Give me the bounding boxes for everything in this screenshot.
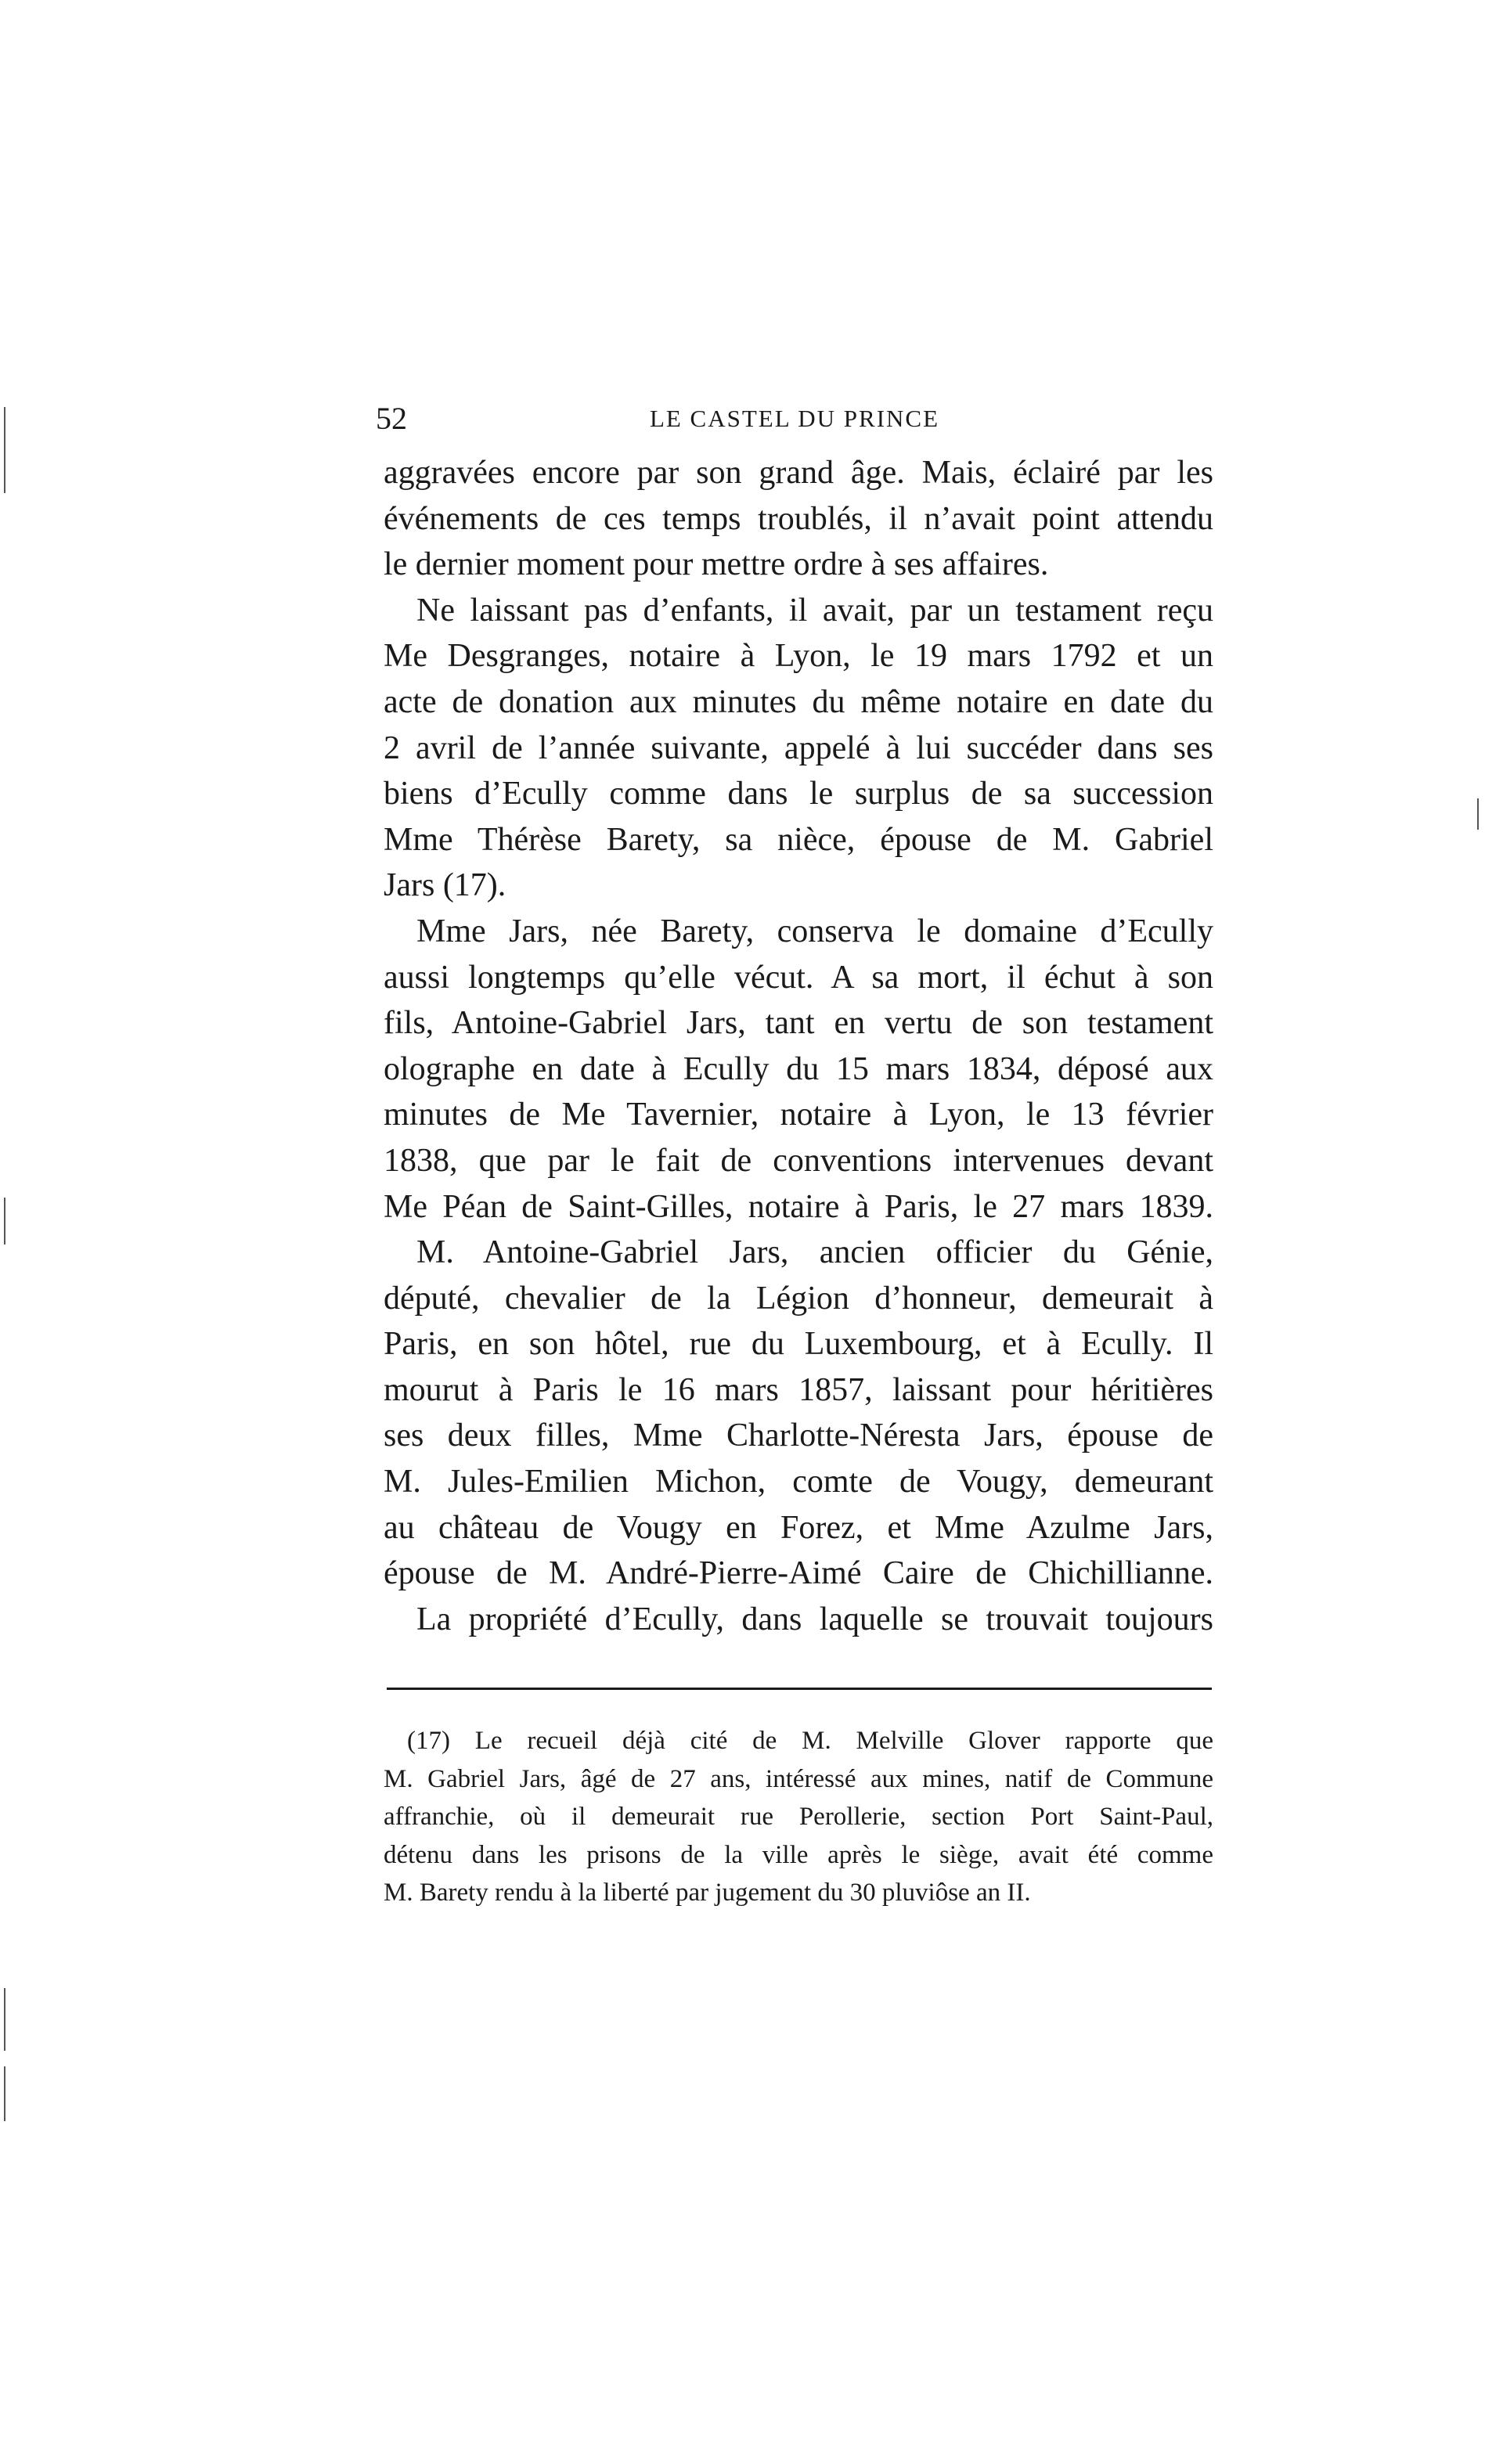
text-line: Jars (17).: [384, 867, 506, 904]
footnote-line: (17) Le recueil déjà cité de M. Melville Glover rapporte que: [407, 1727, 1213, 1755]
scan-mark: [4, 1988, 5, 2051]
text-line: M. Antoine-Gabriel Jars, ancien officier du Génie,: [416, 1234, 1213, 1271]
text-line: aussi longtemps qu’elle vécut. A sa mort, il échut à son: [384, 959, 1213, 996]
scan-mark: [4, 407, 5, 493]
text-line: aggravées encore par son grand âge. Mais, éclairé par les: [384, 455, 1213, 491]
text-line: La propriété d’Ecully, dans laquelle se trouvait toujours: [416, 1601, 1213, 1637]
footnote-line: détenu dans les prisons de la ville après le siège, avait été comme: [384, 1840, 1213, 1869]
text-line: Me Péan de Saint-Gilles, notaire à Paris, le 27 mars 1839.: [384, 1188, 1213, 1225]
scan-mark: [4, 2066, 5, 2121]
footnote-line: affranchie, où il demeurait rue Perollerie, section Port Saint-Paul,: [384, 1803, 1213, 1831]
text-line: biens d’Ecully comme dans le surplus de sa succession: [384, 776, 1213, 812]
text-line: olographe en date à Ecully du 15 mars 1834, déposé aux: [384, 1050, 1213, 1087]
text-line: minutes de Me Tavernier, notaire à Lyon, le 13 février: [384, 1097, 1213, 1133]
text-line: 1838, que par le fait de conventions intervenues devant: [384, 1142, 1213, 1179]
text-line: au château de Vougy en Forez, et Mme Azulme Jars,: [384, 1509, 1213, 1546]
text-line: député, chevalier de la Légion d’honneur, demeurait à: [384, 1280, 1213, 1317]
text-line: fils, Antoine-Gabriel Jars, tant en vertu de son testament: [384, 1005, 1213, 1042]
running-title: LE CASTEL DU PRINCE: [649, 405, 940, 432]
footnote-line: M. Barety rendu à la liberté par jugement du 30 pluviôse an II.: [384, 1879, 1031, 1907]
text-line: Mme Thérèse Barety, sa nièce, épouse de M. Gabriel: [384, 821, 1213, 858]
scan-mark: [1477, 798, 1479, 830]
text-line: ses deux filles, Mme Charlotte-Néresta Jars, épouse de: [384, 1418, 1213, 1454]
text-line: événements de ces temps troublés, il n’avait point attendu: [384, 500, 1213, 537]
text-line: Ne laissant pas d’enfants, il avait, par un testament reçu: [416, 592, 1213, 629]
page-number: 52: [376, 401, 407, 436]
running-header: [376, 395, 1213, 442]
text-line: acte de donation aux minutes du même notaire en date du: [384, 683, 1213, 720]
text-line: Paris, en son hôtel, rue du Luxembourg, et à Ecully. Il: [384, 1326, 1213, 1363]
text-line: M. Jules-Emilien Michon, comte de Vougy, demeurant: [384, 1464, 1213, 1500]
text-line: Mme Jars, née Barety, conserva le domaine d’Ecully: [416, 913, 1213, 949]
text-line: le dernier moment pour mettre ordre à ses affaires.: [384, 546, 1049, 583]
footnote-divider: [387, 1688, 1212, 1690]
footnote: [384, 1722, 1213, 1912]
text-line: épouse de M. André-Pierre-Aimé Caire de Chichillianne.: [384, 1555, 1213, 1592]
footnote-line: M. Gabriel Jars, âgé de 27 ans, intéressé aux mines, natif de Commune: [384, 1764, 1213, 1793]
scan-mark: [4, 1198, 5, 1245]
text-line: 2 avril de l’année suivante, appelé à lui succéder dans ses: [384, 729, 1213, 766]
main-text: [384, 450, 1213, 1642]
text-line: Me Desgranges, notaire à Lyon, le 19 mars 1792 et un: [384, 638, 1213, 675]
text-line: mourut à Paris le 16 mars 1857, laissant pour héritières: [384, 1371, 1213, 1408]
